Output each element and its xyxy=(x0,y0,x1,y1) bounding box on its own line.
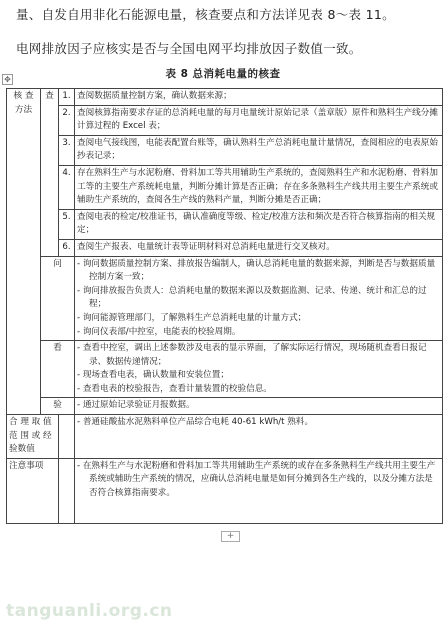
look-label: 看 xyxy=(41,341,75,398)
check-item-text: 查阅数据质量控制方案，确认数据来源； xyxy=(75,89,443,106)
spacer-cell xyxy=(59,415,75,459)
verify-items xyxy=(75,398,443,415)
bullet-item: - 现场查看电表，确认数量和安装位置； xyxy=(77,370,229,381)
table-row xyxy=(7,341,443,398)
table-move-handle-icon[interactable]: ✥ xyxy=(2,74,13,85)
table-row xyxy=(7,135,443,165)
notes-items xyxy=(75,458,443,523)
intro-line-1: 量、自发自用非化石能源电量，核查要点和方法详见表 8～表 11。 xyxy=(16,7,395,22)
check-item-text: 存在熟料生产与水泥粉磨、骨料加工等共用辅助生产系统的，查阅熟料生产和水泥粉磨、骨料加工等的主要生产系统耗电量，判断分摊计算是否正确；存在多条熟料生产线共用主要生产系统或辅助生产系统的，查阅各生产线的熟料产量，判断分摊是否正确； xyxy=(75,165,443,209)
table-row xyxy=(7,89,443,106)
bullet-item: - 普通硅酸盐水泥熟料单位产品综合电耗 40-61 kWh/t 熟料。 xyxy=(77,417,314,428)
reasonable-items xyxy=(75,415,443,459)
bullet-item: - 询问数据质量控制方案、排放报告编制人，确认总消耗电量的数据来源，判断是否与数据质量控制方案一致； xyxy=(77,258,436,283)
bullet-item: - 询问排放报告负责人：总消耗电量的数据来源以及数据监测、记录、传递、统计和汇总的过程； xyxy=(77,285,427,310)
table-caption: 表 8 总消耗电量的核查 xyxy=(165,68,281,80)
check-item-text: 查阅核算指南要求存证的总消耗电量的每月电量统计原始记录（盖章版）原件和熟料生产线分摊计算过程的 Excel 表； xyxy=(75,105,443,135)
table-row xyxy=(7,209,443,239)
bullet-item: - 询问能源管理部门，了解熟料生产总消耗电量的计量方式； xyxy=(77,312,307,323)
bullet-item: - 通过原始记录验证月报数据。 xyxy=(77,400,195,411)
reasonable-label: 合 理 取 值 范 围 或 经 验数值 xyxy=(7,415,59,459)
table-row xyxy=(7,458,443,523)
intro-line-2: 电网排放因子应核实是否与全国电网平均排放因子数值一致。 xyxy=(16,41,362,56)
bullet-item: - 询问仪表部/中控室，电能表的校验周期。 xyxy=(77,326,241,337)
add-row-button[interactable]: + xyxy=(221,531,240,542)
notes-label: 注意事项 xyxy=(7,458,59,523)
verification-table xyxy=(6,88,443,524)
table-row xyxy=(7,165,443,209)
ask-label: 问 xyxy=(41,256,75,341)
spacer-cell xyxy=(59,458,75,523)
check-item-text: 查阅生产报表、电量统计表等证明材料对总消耗电量进行交叉核对。 xyxy=(75,239,443,256)
check-item-text: 查阅电表的检定/校准证书，确认准确度等级、检定/校准方法和频次是否符合核算指南的相关规定； xyxy=(75,209,443,239)
watermark: tanguanli.org.cn xyxy=(6,601,173,621)
item-number: 1. xyxy=(59,89,75,106)
bullet-item: - 查看中控室，调出上述参数涉及电表的显示界面，了解实际运行情况，现场随机查看日报记录、数据传递情况； xyxy=(77,343,427,367)
check-item-text: 查阅电气接线图，电能表配置台账等，确认熟料生产总消耗电量计量情况，查阅相应的电表原始抄表记录； xyxy=(75,135,443,165)
table-row xyxy=(7,398,443,415)
bullet-item: - 在熟料生产与水泥粉磨和骨料加工等共用辅助生产系统的或存在多条熟料生产线共用主要生产系统或辅助生产系统的情况，应确认总消耗电量是如何分摊到各生产线的，以及分摊方法是否符合核算指南要求。 xyxy=(77,460,436,499)
look-items xyxy=(75,341,443,398)
table-row xyxy=(7,415,443,459)
ask-items xyxy=(75,256,443,341)
item-number: 2. xyxy=(59,105,75,135)
verify-label: 验 xyxy=(41,398,75,415)
table-row xyxy=(7,256,443,341)
method-label: 核 查 方法 xyxy=(7,89,41,415)
bullet-item: - 查看电表的校验报告，查看计量装置的校验信息。 xyxy=(77,383,272,394)
check-label: 查 xyxy=(41,89,59,257)
item-number: 6. xyxy=(59,239,75,256)
item-number: 4. xyxy=(59,165,75,209)
item-number: 3. xyxy=(59,135,75,165)
table-row xyxy=(7,105,443,135)
table-row xyxy=(7,239,443,256)
item-number: 5. xyxy=(59,209,75,239)
